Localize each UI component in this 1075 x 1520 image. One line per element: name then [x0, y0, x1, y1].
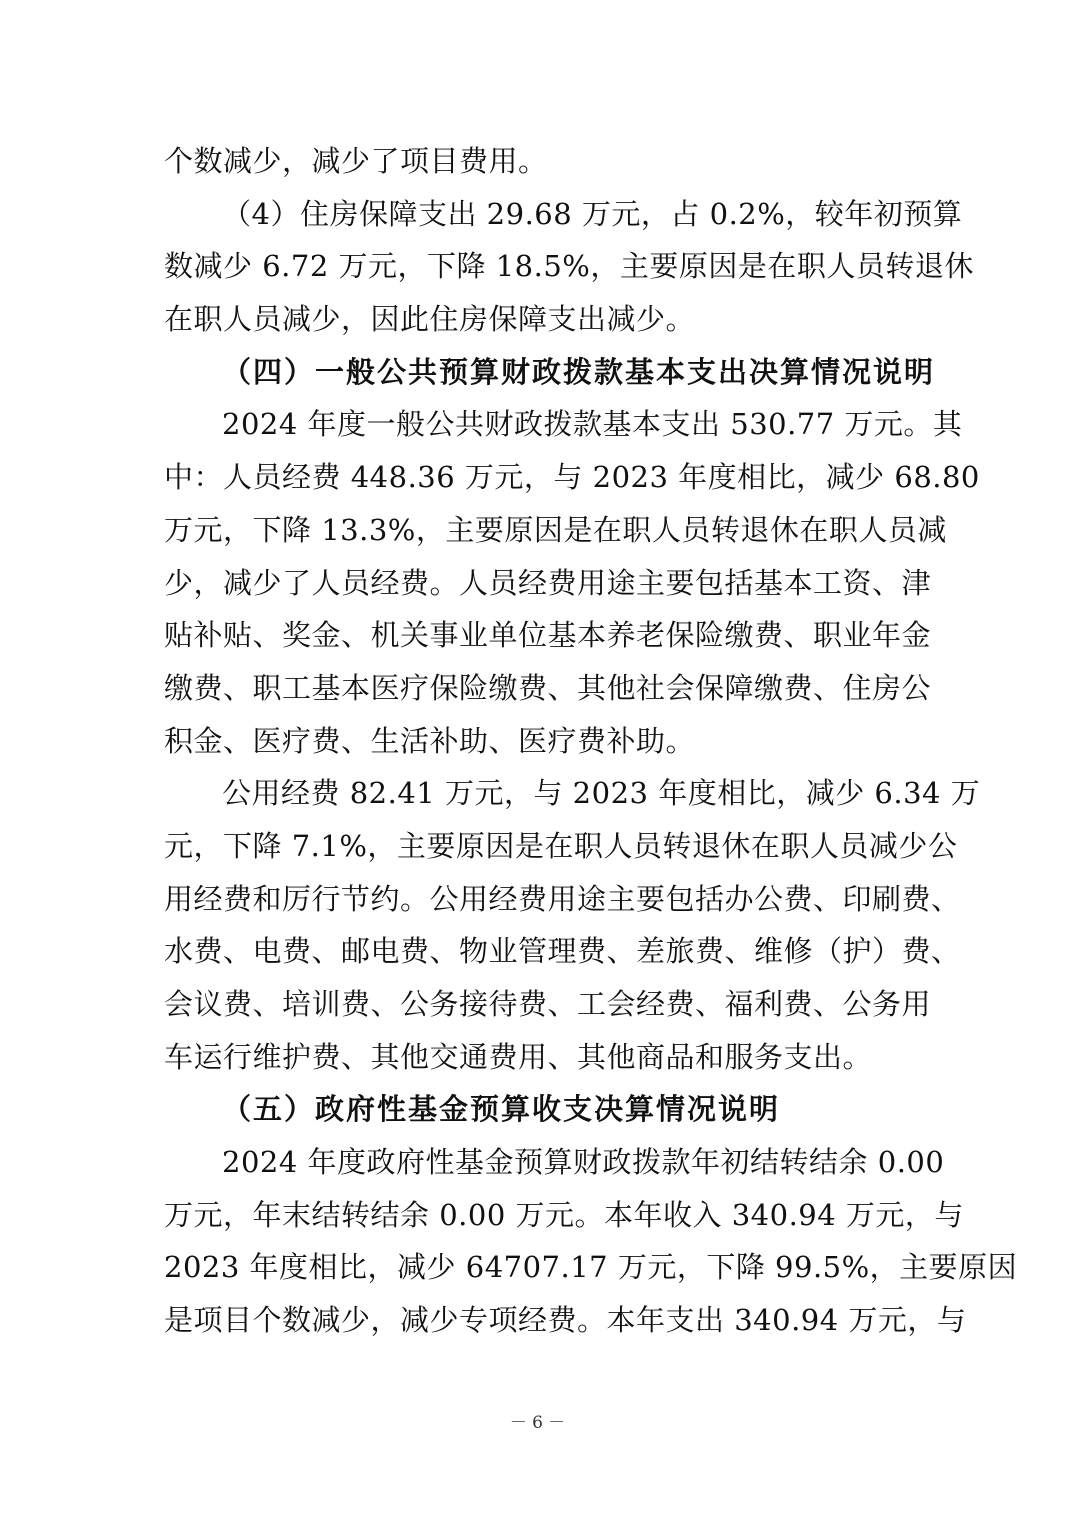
- paragraph-line: 2024 年度一般公共财政拨款基本支出 530.77 万元。其: [222, 407, 963, 442]
- paragraph-line: 积金、医疗费、生活补助、医疗费补助。: [164, 723, 696, 758]
- paragraph-line: 中：人员经费 448.36 万元，与 2023 年度相比，减少 68.80: [164, 460, 980, 495]
- section-heading: （五）政府性基金预算收支决算情况说明: [222, 1092, 781, 1127]
- paragraph-line: 数减少 6.72 万元，下降 18.5%，主要原因是在职人员转退休: [164, 249, 974, 284]
- paragraph-line: 元，下降 7.1%，主要原因是在职人员转退休在职人员减少公: [164, 828, 958, 863]
- paragraph-line: 公用经费 82.41 万元，与 2023 年度相比，减少 6.34 万: [222, 776, 981, 811]
- paragraph-line: （4）住房保障支出 29.68 万元，占 0.2%，较年初预算: [222, 196, 963, 231]
- paragraph-line: 万元，年末结转结余 0.00 万元。本年收入 340.94 万元，与: [164, 1197, 964, 1232]
- section-heading: （四）一般公共预算财政拨款基本支出决算情况说明: [222, 354, 936, 389]
- page-number: － 6 －: [509, 1413, 566, 1433]
- paragraph-line: 会议费、培训费、公务接待费、工会经费、福利费、公务用: [164, 987, 932, 1021]
- paragraph-line: 2023 年度相比，减少 64707.17 万元，下降 99.5%，主要原因: [164, 1250, 1018, 1285]
- paragraph-line: 个数减少，减少了项目费用。: [164, 144, 548, 178]
- paragraph-line: 贴补贴、奖金、机关事业单位基本养老保险缴费、职业年金: [164, 618, 932, 653]
- paragraph-line: 缴费、职工基本医疗保险缴费、其他社会保障缴费、住房公: [164, 670, 932, 705]
- paragraph-line: 2024 年度政府性基金预算财政拨款年初结转结余 0.00: [222, 1145, 945, 1180]
- document-body: [164, 135, 1018, 1347]
- paragraph-line: 在职人员减少，因此住房保障支出减少。: [164, 302, 696, 337]
- paragraph-line: 少，减少了人员经费。人员经费用途主要包括基本工资、津: [164, 565, 932, 600]
- paragraph-line: 水费、电费、邮电费、物业管理费、差旅费、维修（护）费、: [164, 934, 961, 969]
- paragraph-line: 车运行维护费、其他交通费用、其他商品和服务支出。: [164, 1039, 873, 1074]
- paragraph-line: 是项目个数减少，减少专项经费。本年支出 340.94 万元，与: [164, 1303, 967, 1338]
- paragraph-line: 用经费和厉行节约。公用经费用途主要包括办公费、印刷费、: [164, 881, 961, 916]
- paragraph-line: 万元，下降 13.3%，主要原因是在职人员转退休在职人员减: [164, 512, 947, 547]
